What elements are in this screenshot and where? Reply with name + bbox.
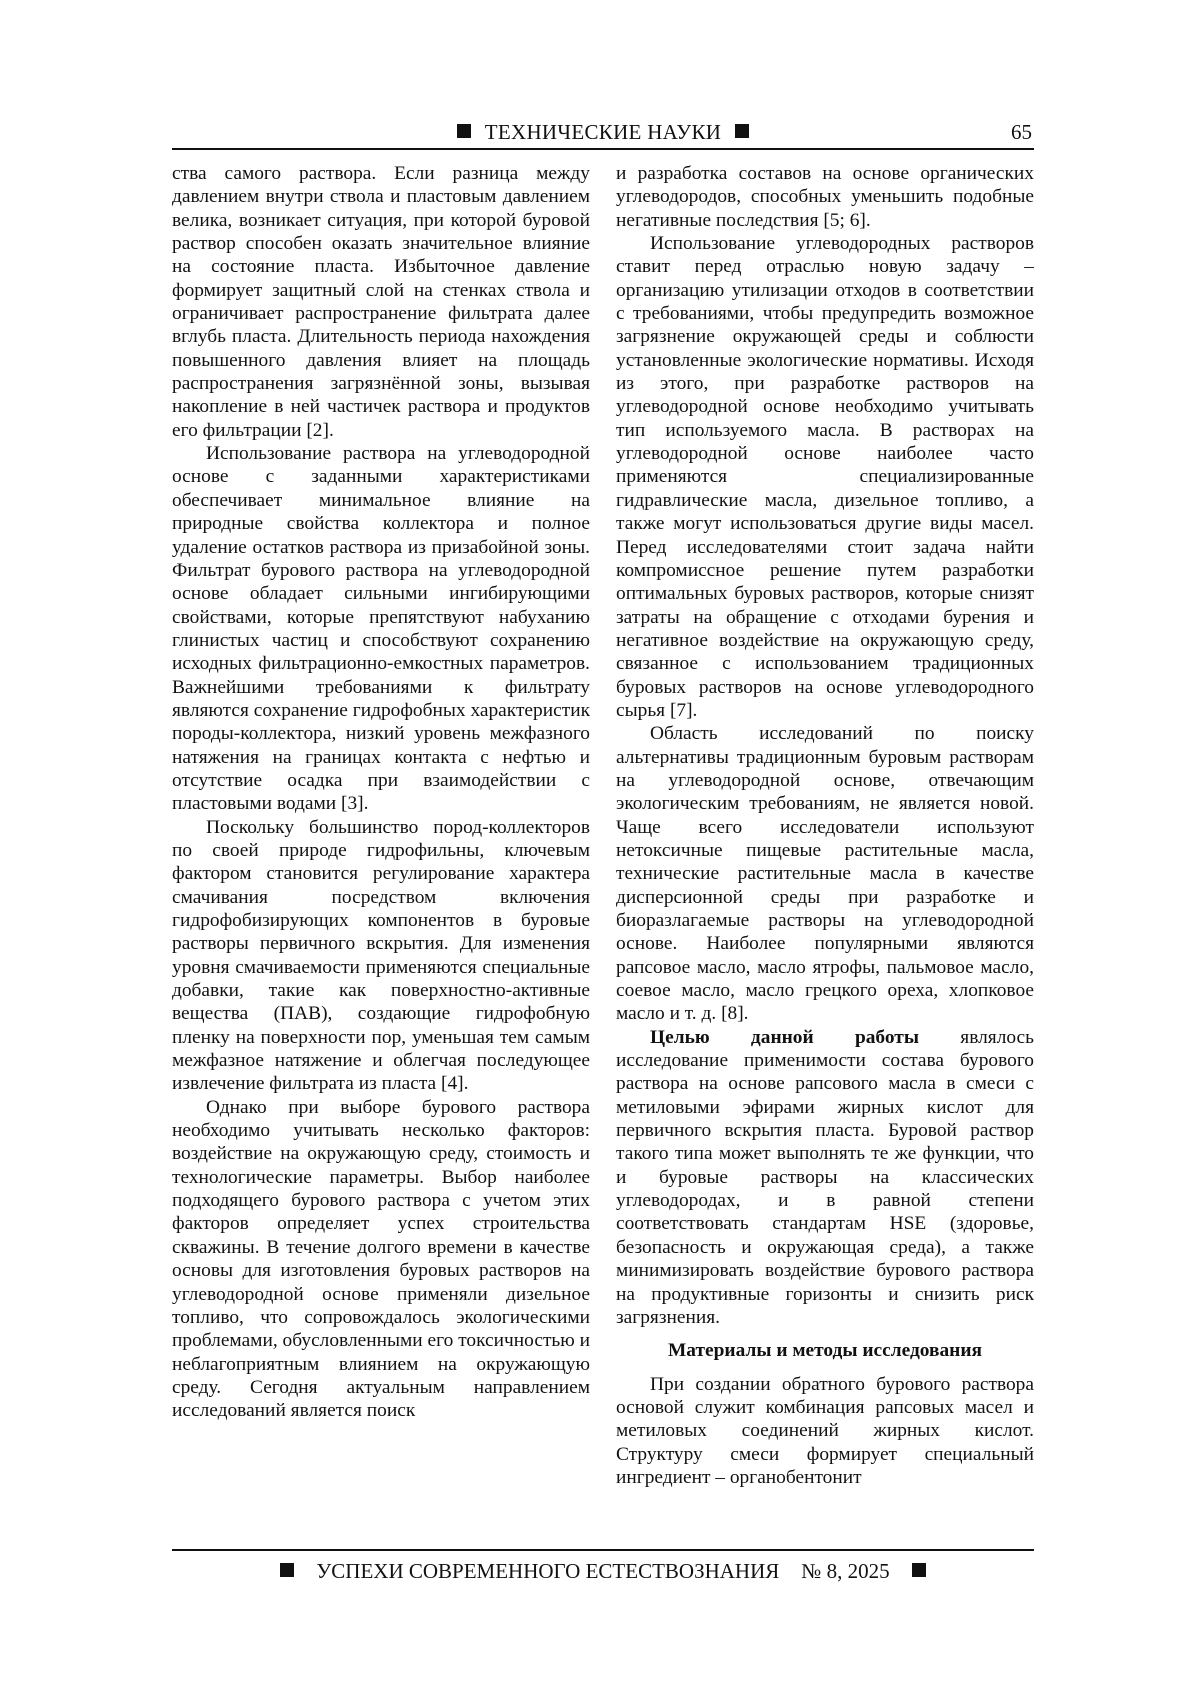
paragraph: Использование углеводородных растворов ставит перед отраслью новую задачу – организацию утилизации отходов в соответствии с требованиями, чтобы предупредить возможное загрязнение окружающей среды и соблюсти установленные экологические нормативы. Исходя из этого, при разработке растворов на углеводородной основе необходимо учитывать тип используемого масла. В растворах на углеводородной основе наиболее часто применяются специализированные гидравлические масла, дизельное топливо, а также могут использоваться другие виды масел. Перед исследователями стоит задача найти компромиссное решение путем разработки оптимальных буровых растворов, которые снизят затраты на обращение с отходами бурения и негативное воздействие на окружающую среду, связанное с использованием традиционных буровых растворов на основе углеводородного сырья [7]. xyxy=(616,233,1034,721)
journal-title: УСПЕХИ СОВРЕМЕННОГО ЕСТЕСТВОЗНАНИЯ xyxy=(316,1559,780,1583)
page-number: 65 xyxy=(1011,120,1032,144)
paragraph: Поскольку большинство пород-коллекторов по своей природе гидрофильны, ключевым фактором становится регулирование характера смачивания посредством включения гидрофобизирующих компонентов в буровые растворы первичного вскрытия. Для изменения уровня смачиваемости применяются специальные добавки, такие как поверхностно-активные вещества (ПАВ), создающие гидрофобную пленку на поверхности пор, уменьшая тем самым межфазное натяжение и облегчая последующее извлечение фильтрата из пласта [4]. xyxy=(172,816,590,1095)
paragraph: и разработка составов на основе органических углеводородов, способных уменьшить подобные негативные последствия [5; 6]. xyxy=(616,163,1034,231)
square-bullet-icon xyxy=(912,1563,926,1577)
aim-lead: Целью данной работы xyxy=(650,1026,919,1048)
paragraph-aim xyxy=(616,1026,1034,1329)
paragraph: Использование раствора на углеводородной основе с заданными характеристиками обеспечивает минимальное влияние на природные свойства коллектора и полное удаление остатков раствора из призабойной зоны. Фильтрат бурового раствора на углеводородной основе обладает сильными ингибирующими свойствами, которые препятствуют набуханию глинистых частиц и способствуют сохранению исходных фильтрационно-емкостных параметров. Важнейшими требованиями к фильтрату являются сохранение гидрофобных характеристик породы-коллектора, низкий уровень межфазного натяжения на границах контакта с нефтью и отсутствие осадка при взаимодействии с пластовыми водами [3]. xyxy=(172,443,590,815)
issue-number: № 8, 2025 xyxy=(801,1559,890,1583)
paragraph: ства самого раствора. Если разница между давлением внутри ствола и пластовым давлением велика, возникает ситуация, при которой буровой раствор способен оказать значительное влияние на состояние пласта. Избыточное давление формирует защитный слой на стенках ствола и ограничивает распространение фильтрата далее вглубь пласта. Длительность периода нахождения повышенного давления влияет на площадь распространения загрязнённой зоны, вызывая накопление в ней частичек раствора и продуктов его фильтрации [2]. xyxy=(172,163,590,441)
square-bullet-icon xyxy=(735,124,749,138)
footer-line xyxy=(172,1559,1034,1584)
section-title: ТЕХНИЧЕСКИЕ НАУКИ xyxy=(484,120,722,144)
paragraph: При создании обратного бурового раствора основой служит комбинация рапсовых масел и метиловых соединений жирных кислот. Структуру смеси формирует специальный ингредиент – органобентонит xyxy=(616,1373,1034,1488)
page-footer xyxy=(172,1549,1034,1591)
left-column xyxy=(172,162,590,1423)
right-column xyxy=(616,162,1034,1489)
square-bullet-icon xyxy=(457,124,471,138)
paragraph: Однако при выборе бурового раствора необходимо учитывать несколько факторов: воздействие на окружающую среду, стоимость и технологические параметры. Выбор наиболее подходящего бурового раствора с учетом этих факторов определяет успех строительства скважины. В течение долгого времени в качестве основы для изготовления буровых растворов на углеводородной основе применяли дизельное топливо, что сопровождалось экологическими проблемами, обусловленными его токсичностью и неблагоприятным влиянием на окружающую среду. Сегодня актуальным направлением исследований является поиск xyxy=(172,1096,590,1422)
section-heading: Материалы и методы исследования xyxy=(668,1340,982,1362)
aim-text: являлось исследование применимости состава бурового раствора на основе рапсового масла в смеси с метиловыми эфирами жирных кислот для первичного вскрытия пласта. Буровой раствор такого типа может выполнять те же функции, что и буровые растворы на классических углеводородах, и в равной степени соответствовать стандартам HSE (здоровье, безопасность и окружающая среда), а также минимизировать воздействие бурового раствора на продуктивные горизонты и снизить риск загрязнения. xyxy=(616,1026,1034,1328)
paragraph: Область исследований по поиску альтернативы традиционным буровым растворам на углеводородной основе, отвечающим экологическим требованиям, не является новой. Чаще всего исследователи используют нетоксичные пищевые растительные масла, технические растительные масла в качестве дисперсионной среды при разработке и биоразлагаемые растворы на углеводородной основе. Наиболее популярными являются рапсовое масло, масло ятрофы, пальмовое масло, соевое масло, масло грецкого ореха, хлопковое масло и т. д. [8]. xyxy=(616,723,1034,1025)
header-section xyxy=(172,120,1034,145)
page-header xyxy=(172,118,1034,150)
square-bullet-icon xyxy=(280,1563,294,1577)
